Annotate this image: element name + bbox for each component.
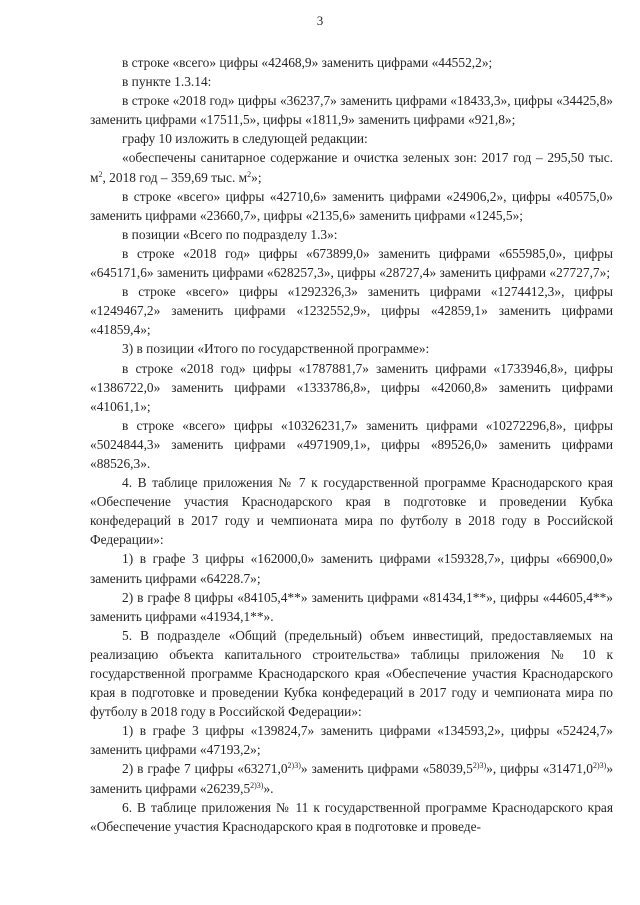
paragraph-text: в позиции «Всего по подразделу 1.3»: xyxy=(122,226,338,242)
paragraph-text: в строке «всего» цифры «1292326,3» заменить цифрами «1274412,3», цифры «1249467,2» заменить цифрами «1232552,9», цифры «42859,1» заменить цифрами «41859,4»; xyxy=(90,284,613,338)
paragraph xyxy=(90,798,613,836)
paragraph xyxy=(90,72,613,91)
paragraph-text: в строке «всего» цифры «42710,6» заменить цифрами «24906,2», цифры «40575,0» заменить цифрами «23660,7», цифры «2135,6» заменить цифрами «1245,5»; xyxy=(90,188,613,223)
superscript: 2)3) xyxy=(250,780,264,790)
paragraph-text: 6. В таблице приложения № 11 к государственной программе Краснодарского края «Обеспечение участия Краснодарского края в подготовке и проведе- xyxy=(90,799,613,834)
paragraph-text: в строке «всего» цифры «42468,9» заменить цифрами «44552,2»; xyxy=(122,55,493,70)
paragraph xyxy=(90,91,613,129)
paragraph xyxy=(90,549,613,587)
paragraph xyxy=(90,148,613,186)
paragraph-text: ». xyxy=(263,780,274,796)
page-number: 3 xyxy=(316,13,324,28)
paragraph-text: 5. В подразделе «Общий (предельный) объем инвестиций, предоставляемых на реализацию объекта капитального строительства» таблицы приложения № 10 к государственной программе Краснодарского края «Обеспечение участия Краснодарского края в подготовке и проведении Кубка конфедераций в 2017 году и чемпионата мира по футболу в 2018 году в Российской Федерации»: xyxy=(90,627,613,720)
paragraph xyxy=(90,588,613,626)
paragraph-text: графу 10 изложить в следующей редакции: xyxy=(122,131,368,147)
paragraph xyxy=(90,626,613,721)
paragraph xyxy=(90,244,613,282)
paragraph xyxy=(90,359,613,416)
paragraph-text: , 2018 год – 359,69 тыс. м xyxy=(102,169,248,185)
paragraph xyxy=(90,282,613,339)
paragraph xyxy=(90,339,613,358)
paragraph-text: 1) в графе 3 цифры «139824,7» заменить цифрами «134593,2», цифры «52424,7» заменить цифрами «47193,2»; xyxy=(90,723,613,758)
paragraph-text: в строке «всего» цифры «10326231,7» заменить цифрами «10272296,8», цифры «5024844,3» заменить цифрами «4971909,1», цифры «89526,0» заменить цифрами «88526,3». xyxy=(90,417,613,471)
paragraph-text: в пункте 1.3.14: xyxy=(122,74,212,90)
paragraph xyxy=(90,759,613,797)
paragraph-text: »; xyxy=(251,169,262,185)
superscript: 2 xyxy=(247,169,252,179)
paragraph-text: «обеспечены санитарное содержание и очистка зеленых зон: 2017 год – 295,50 тыс. м xyxy=(90,150,613,185)
paragraph-text: в строке «2018 год» цифры «36237,7» заменить цифрами «18433,3», цифры «34425,8» заменить цифрами «17511,5», цифры «1811,9» заменить цифрами «921,8»; xyxy=(90,93,613,128)
paragraph-text: » заменить цифрами «58039,5 xyxy=(300,761,473,777)
paragraph xyxy=(90,225,613,244)
superscript: 2)3) xyxy=(287,761,301,771)
paragraph-text: » заменить цифрами «26239,5 xyxy=(90,761,614,796)
paragraph-text: 3) в позиции «Итого по государственной программе»: xyxy=(122,341,430,357)
document-body xyxy=(90,53,613,836)
paragraph-text: », цифры «31471,0 xyxy=(486,761,593,777)
paragraph-text: 1) в графе 3 цифры «162000,0» заменить цифрами «159328,7», цифры «66900,0» заменить цифрами «64228.7»; xyxy=(90,551,613,586)
paragraph xyxy=(90,53,613,72)
paragraph-text: в строке «2018 год» цифры «673899,0» заменить цифрами «655985,0», цифры «645171,6» заменить цифрами «628257,3», цифры «28727,4» заменить цифрами «27727,7»; xyxy=(90,245,613,281)
paragraph xyxy=(90,473,613,549)
paragraph xyxy=(90,721,613,759)
paragraph-text: 2) в графе 7 цифры «63271,0 xyxy=(122,761,288,777)
paragraph-text: 4. В таблице приложения № 7 к государственной программе Краснодарского края «Обеспечение участия Краснодарского края в подготовке и проведении Кубка конфедераций в 2017 году и чемпионата мира по футболу в 2018 году в Российской Федерации»: xyxy=(90,475,613,548)
paragraph-text: в строке «2018 год» цифры «1787881,7» заменить цифрами «1733946,8», цифры «1386722,0» заменить цифрами «1333786,8», цифры «42060,8» заменить цифрами «41061,1»; xyxy=(90,360,613,414)
paragraph xyxy=(90,416,613,473)
superscript: 2 xyxy=(98,169,103,179)
paragraph xyxy=(90,187,613,225)
superscript: 2)3) xyxy=(472,761,487,771)
paragraph-text: 2) в графе 8 цифры «84105,4**» заменить цифрами «81434,1**», цифры «44605,4**» заменить цифрами «41934,1**». xyxy=(90,589,613,624)
paragraph xyxy=(90,129,613,148)
superscript: 2)3) xyxy=(592,761,607,771)
